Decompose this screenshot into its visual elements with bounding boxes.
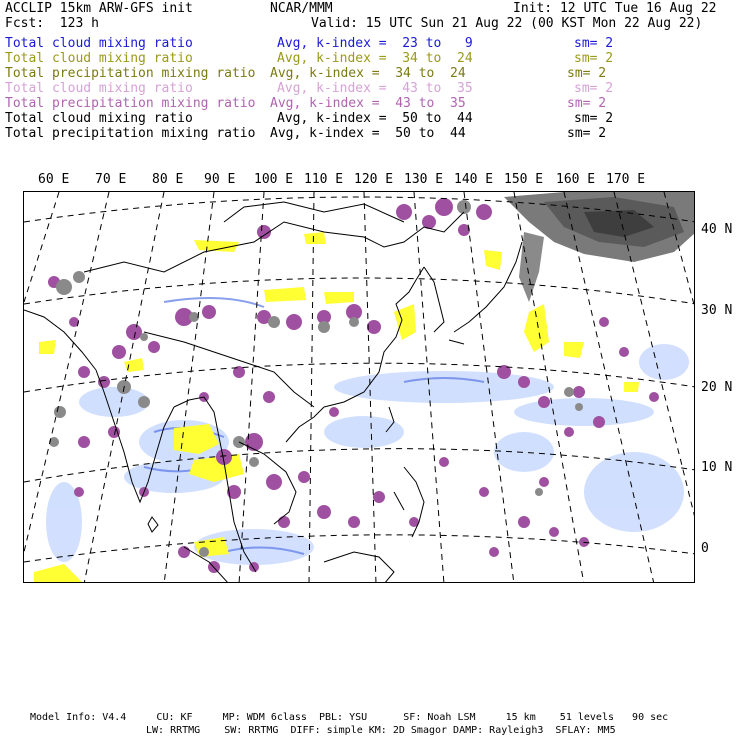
model-info-line2: LW: RRTMG SW: RRTMG DIFF: simple KM: 2D Smagor DAMP: Rayleigh3 SFLAY: MM5 [146, 725, 616, 736]
field-sm: sm= 2 [574, 51, 614, 66]
lon-label: 90 E [204, 172, 236, 187]
field-avg: Avg, k-index = 34 to 24 [277, 51, 473, 66]
lon-label: 160 E [556, 172, 596, 187]
lon-label: 150 E [504, 172, 544, 187]
lon-label: 100 E [254, 172, 294, 187]
init-time: Init: 12 UTC Tue 16 Aug 22 [513, 1, 717, 16]
field-name: Total cloud mixing ratio [5, 51, 193, 66]
weather-map [23, 191, 695, 583]
model-info-line1: Model Info: V4.4 CU: KF MP: WDM 6class PBL: YSU SF: Noah LSM 15 km 51 levels 90 sec [30, 712, 669, 723]
field-avg: Avg, k-index = 50 to 44 [270, 126, 466, 141]
lat-label: 10 N [701, 460, 733, 475]
lon-label: 110 E [304, 172, 344, 187]
field-avg: Avg, k-index = 34 to 24 [270, 66, 466, 81]
lon-label: 120 E [354, 172, 394, 187]
field-avg: Avg, k-index = 43 to 35 [277, 81, 473, 96]
lon-label: 80 E [152, 172, 184, 187]
field-name: Total cloud mixing ratio [5, 111, 193, 126]
lon-label: 170 E [606, 172, 646, 187]
field-name: Total cloud mixing ratio [5, 81, 193, 96]
field-avg: Avg, k-index = 23 to 9 [277, 36, 473, 51]
lat-label: 30 N [701, 303, 733, 318]
field-name: Total precipitation mixing ratio [5, 66, 256, 81]
lat-label: 40 N [701, 222, 733, 237]
lon-label: 140 E [454, 172, 494, 187]
light-blue-shading [46, 344, 689, 565]
lon-label: 130 E [404, 172, 444, 187]
field-name: Total precipitation mixing ratio [5, 96, 256, 111]
field-sm: sm= 2 [567, 126, 607, 141]
dark-gray-cloud-mass [504, 192, 695, 302]
model-title: ACCLIP 15km ARW-GFS init [5, 1, 193, 16]
organization-label: NCAR/MMM [270, 1, 333, 16]
field-sm: sm= 2 [574, 111, 614, 126]
lon-label: 60 E [38, 172, 70, 187]
lon-label: 70 E [95, 172, 127, 187]
field-avg: Avg, k-index = 43 to 35 [270, 96, 466, 111]
field-name: Total cloud mixing ratio [5, 36, 193, 51]
field-sm: sm= 2 [574, 36, 614, 51]
valid-time: Valid: 15 UTC Sun 21 Aug 22 (00 KST Mon 22 Aug 22) [311, 16, 703, 31]
lat-label: 20 N [701, 380, 733, 395]
forecast-hour: Fcst: 123 h [5, 16, 99, 31]
field-sm: sm= 2 [567, 96, 607, 111]
field-avg: Avg, k-index = 50 to 44 [277, 111, 473, 126]
lat-label: 0 [701, 541, 709, 556]
field-name: Total precipitation mixing ratio [5, 126, 256, 141]
map-svg [24, 192, 695, 583]
field-sm: sm= 2 [567, 66, 607, 81]
field-sm: sm= 2 [574, 81, 614, 96]
